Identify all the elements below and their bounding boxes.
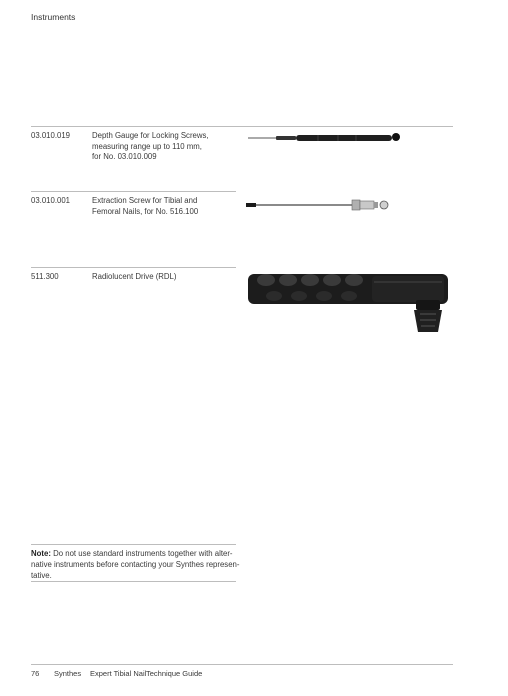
item-description: Depth Gauge for Locking Screws, measuring range up to 110 mm, for No. 03.010.009 [92, 131, 209, 161]
page-number: 76 [31, 669, 40, 678]
footer-guide-title: Expert Tibial Nail [90, 669, 147, 678]
item-article-number: 03.010.001 [31, 196, 71, 205]
depth-gauge-image [246, 130, 406, 146]
radiolucent-drive-image [244, 266, 454, 346]
note-text: Do not use standard instruments together with alter-native instruments before contacting your Synthes represen-tative. [31, 549, 240, 580]
item-top-rule [31, 191, 236, 192]
item-article-number: 03.010.019 [31, 131, 71, 140]
section-title: Instruments [31, 12, 76, 22]
item-description: Radiolucent Drive (RDL) [92, 272, 177, 281]
footer-brand: Synthes [54, 669, 82, 678]
footer-rule [31, 664, 453, 665]
item-article-number: 511.300 [31, 272, 59, 281]
note-paragraph [31, 548, 241, 581]
note-top-rule [31, 544, 236, 545]
footer-guide-subtitle: Technique Guide [146, 669, 203, 678]
extraction-screw-image [244, 194, 394, 216]
item-top-rule [31, 126, 453, 127]
note-bottom-rule [31, 581, 236, 582]
item-top-rule [31, 267, 236, 268]
item-description: Extraction Screw for Tibial and Femoral Nails, for No. 516.100 [92, 196, 199, 216]
note-label: Note: [31, 549, 51, 558]
